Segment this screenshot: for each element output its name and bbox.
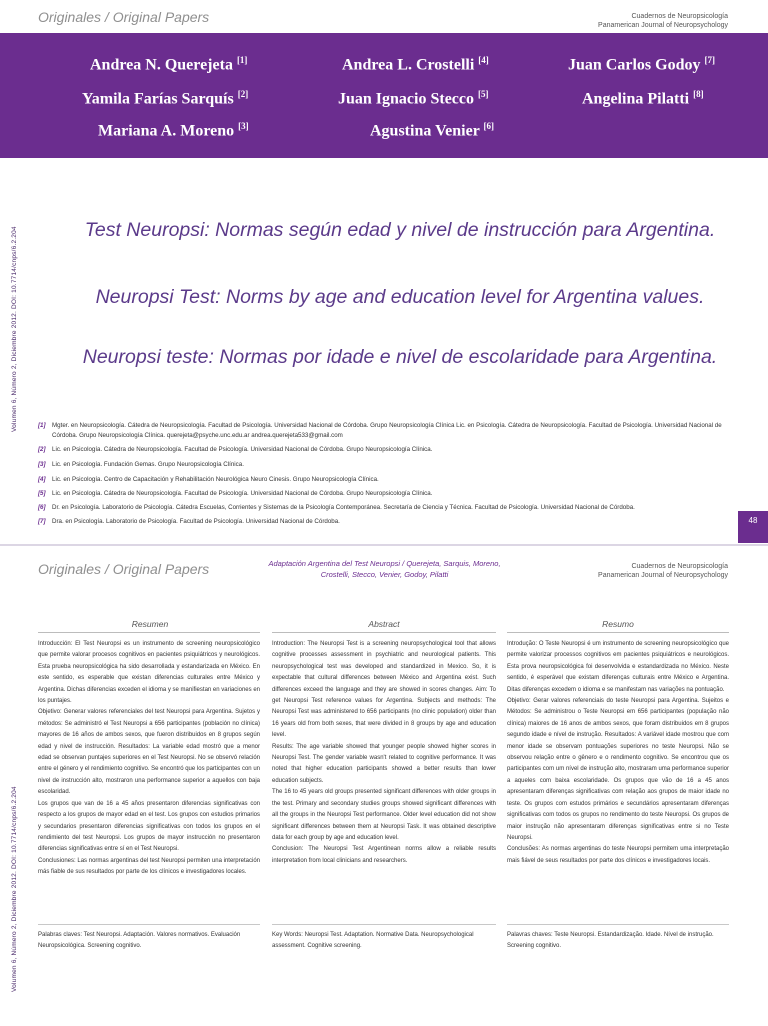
journal-name (598, 12, 728, 30)
paragraph: Introdução: O Teste Neuropsi é um instrumento de screening neuropsicológico que permite valorizar processos cognitivos em pacientes psiquiátricos e neurológicos. Esta prova neuropsicológica foi desenvolvida e estandardizada no México. Neste sentido, é esperável que existam diferenças culturais entre México e Argentina. Ditas diferenças excedem o idioma e se manifestam nas variações na pontuação. (507, 641, 729, 693)
resumo-body (507, 639, 729, 867)
paragraph: Los grupos que van de 16 a 45 años presentaron diferencias significativas con respecto a los grupos de mayor edad en el test. Los grupos con estudios primarios y secundarios presentaron diferencias significativas con todos los grupos en el rendimiento del test Neuropsi. Los grupos de mayor instrucción no presentaron diferencias significativas entre sí en el Test Neuropsi. (38, 800, 260, 853)
paragraph: Introducción: El Test Neuropsi es un instrumento de screening neuropsicológico que permite valorar procesos cognitivos en pacientes psiquiátricos y neurológicos. Esta prueba neuropsicológica ha sido desarrollada y estandarizada en México. En este sentido, es esperable que existan diferencias culturales entre México y Argentina. Dichas diferencias exceden el idioma y se manifiestan en variaciones en los puntajes. (38, 641, 260, 705)
title-es: Test Neuropsi: Normas según edad y nivel de instrucción para Argentina. (84, 219, 716, 241)
paragraph: Objetivo: Generar valores referenciales del test Neuropsi para Argentina. Sujetos y métodos: Se administró el Test Neuropsi a 656 participantes (población no clínica) mayores de 16 años de ambos sexos, que fueron distribuidos en 8 grupos según edad y nivel de instrucción. Resultados: La variable edad mostró que a menor edad se observan puntajes superiores en el Test Neuropsi. No se observó relación entre el género y el rendimiento cognitivo. Se encontró que los participantes con un nivel de instrucción alto, mostraron una performance superior a aquellos con baja escolaridad. (38, 709, 260, 796)
side-strip (0, 606, 34, 1026)
keywords-rule (38, 924, 260, 925)
affiliation: [6] Dr. en Psicología. Laboratorio de Psicología. Cátedra Escuelas, Corrientes y Sistemas de la Psicología Contemporánea. Secretaría de Ciencia y Técnica. Facultad de Psicología. Universidad Nacional de Córdoba. (38, 504, 635, 511)
author: Andrea L. Crostelli [4] (342, 55, 489, 74)
affiliation: [1] Mgter. en Neuropsicología. Cátedra de Neuropsicología. Facultad de Psicología. Universidad Nacional de Córdoba. Grupo Neuropsicología Clínica Lic. en Psicología. Cátedra de Neuropsicología. Facultad de Psicología. Universidad Nacional de Córdoba. Grupo Neuropsicología Clínica. querejeta@psyche.unc.edu.ar andrea.querejeta533@gmail.com (38, 422, 722, 439)
keywords-pt: Palavras chaves: Teste Neuropsi. Estandardização. Idade. Nível de instrução. Screening cognitivo. (507, 932, 714, 949)
affiliation: [2] Lic. en Psicología. Cátedra de Neuropsicología. Facultad de Psicología. Universidad Nacional de Córdoba. Grupo Neuropsicología Clínica. (38, 446, 433, 453)
keywords-rule (272, 924, 496, 925)
affiliation: [4] Lic. en Psicología. Centro de Capacitación y Rehabilitación Neurológica Neuro Cinesis. Grupo Neuropsicología Clínica. (38, 476, 379, 483)
volume-doi-text: Volumen 6, Número 2, Diciembre 2012. DOI: 10.7714/cnps/6.2.204 (11, 226, 18, 432)
author: Andrea N. Querejeta [1] (90, 55, 248, 74)
journal-name-en: Panamerican Journal of Neuropsychology (598, 22, 728, 29)
column-title-abstract: Abstract (368, 619, 400, 629)
affiliation: [7] Dra. en Psicología. Laboratorio de Psicología. Facultad de Psicología. Universidad Nacional de Córdoba. (38, 518, 340, 525)
paragraph: Introduction: The Neuropsi Test is a screening neuropsychological tool that allows cognitive processes assessment in psychiatric and neurological patients. This neuropsychological test was developed and standardized in Mexico. So, it is expectable that cultural differences between México and Argentina exist. Such differences exceed the language and they are showed in scores changes. Aim: To get Neuropsi Test reference values for Argentina. Subjects and methods: The Neuropsi Test was administered to 656 participants (no clinic population) older than 16 years old from both sexes, that were divided in 8 groups by age and education level. (272, 641, 496, 739)
column-title-resumo: Resumo (602, 619, 634, 629)
side-strip (0, 160, 34, 540)
author: Mariana A. Moreno [3] (98, 121, 249, 140)
author: Yamila Farías Sarquís [2] (82, 89, 249, 108)
author: Juan Ignacio Stecco [5] (338, 89, 489, 108)
journal-name (598, 562, 728, 580)
journal-name-es: Cuadernos de Neuropsicología (631, 13, 728, 20)
abstract-body (272, 639, 496, 867)
resumen-body (38, 639, 260, 879)
affiliation: [3] Lic. en Psicología. Fundación Gemas. Grupo Neuropsicología Clínica. (38, 461, 244, 468)
author: Agustina Venier [6] (370, 121, 495, 140)
title-pt: Neuropsi teste: Normas por idade e nivel de escolaridade para Argentina. (82, 346, 718, 368)
keywords-en: Key Words: Neuropsi Test. Adaptation. Normative Data. Neuropsychological assessment. Cognitive screening. (272, 932, 474, 949)
page-number-tab: 48 (738, 511, 768, 543)
section-label: Originales / Original Papers (38, 561, 210, 577)
page-2 (0, 544, 768, 1026)
author: Juan Carlos Godoy [7] (568, 55, 715, 74)
title-en: Neuropsi Test: Norms by age and education level for Argentina values. (95, 286, 705, 308)
authors-band (0, 33, 768, 158)
keywords-rule (507, 924, 729, 925)
affiliation: [5] Lic. en Psicología. Cátedra de Neuropsicología. Facultad de Psicología. Universidad Nacional de Córdoba. Grupo Neuropsicología Clínica. (38, 490, 433, 497)
paragraph: Conclusion: The Neuropsi Test Argentinean norms allow a reliable results interpretation from local clinicians and researchers. (272, 846, 496, 864)
column-rule (272, 632, 496, 633)
journal-name-en: Panamerican Journal of Neuropsychology (598, 572, 728, 579)
author: Angelina Pilatti [8] (582, 89, 704, 108)
paragraph: Conclusiones: Las normas argentinas del test Neuropsi permiten una interpretación más fiable de sus resultados por parte de los clínicos e investigadores locales. (38, 857, 260, 876)
paragraph: The 16 to 45 years old groups presented significant differences with older groups in the test. Primary and secondary studies groups showed significant differences with all the groups in the Neuropsi Test performance. Older level education did not show significant differences between them at Neuropsi Task. It was obtained descriptive data for each group by age and education level. (272, 789, 496, 841)
paragraph: Conclusões: As normas argentinas do teste Neuropsi permitem uma interpretação mais fiável de seus resultados por parte dos clínicos e investigadores locais. (507, 846, 729, 864)
column-title-resumen: Resumen (131, 619, 169, 629)
column-rule (507, 632, 729, 633)
journal-name-es: Cuadernos de Neuropsicología (631, 563, 728, 570)
keywords-es: Palabras claves: Test Neuropsi. Adaptación. Valores normativos. Evaluación Neuropsicológica. Screening cognitivo. (38, 932, 241, 949)
adaptation-header: Adaptación Argentina del Test Neuropsi / Querejeta, Sarquis, Moreno, Crostelli, Stecco, Venier, Godoy, Pilatti (268, 559, 501, 579)
volume-doi-text: Volumen 6, Número 2, Diciembre 2012. DOI: 10.7714/cnps/6.2.204 (11, 786, 18, 992)
paragraph: Results: The age variable showed that younger people showed higher scores in Neuropsi Test. The gender variable wasn't related to cognitive performance. It was noted that higher education participants showed a better results than lower education subjects. (272, 743, 496, 784)
section-label: Originales / Original Papers (38, 9, 210, 25)
column-rule (38, 632, 260, 633)
paragraph: Objetivo: Gerar valores referenciais do teste Neuropsi para Argentina. Sujeitos e Métodos: Se administrou o Teste Neuropsi em 656 participantes (população não clínica) maiores de 16 anos de ambos sexos, que foram distribuidos em 8 grupos segundo idade e nível de instrução. Resultados: A variável idade mostrou que com menor idade se observam pontuações superiores no teste Neuropsi. Não se observou relação entre o gênero e o rendimento cognitivo. Se encontrou que os participantes com um nível de instrução alto, mostraram uma performance superior a aqueles com baixa escolaridade. Os grupos que vão de 16 a 45 anos apresentaram diferenças significativas com relação aos grupos de maior idade no teste. Os grupos com estudos primários e secundários apresentaram diferenças significativas com todos os grupos no rendimento do teste Neuropsi. Os grupos de maior instrução não apresentaram diferenças significativas entre si no Teste Neuropsi. (507, 698, 729, 841)
